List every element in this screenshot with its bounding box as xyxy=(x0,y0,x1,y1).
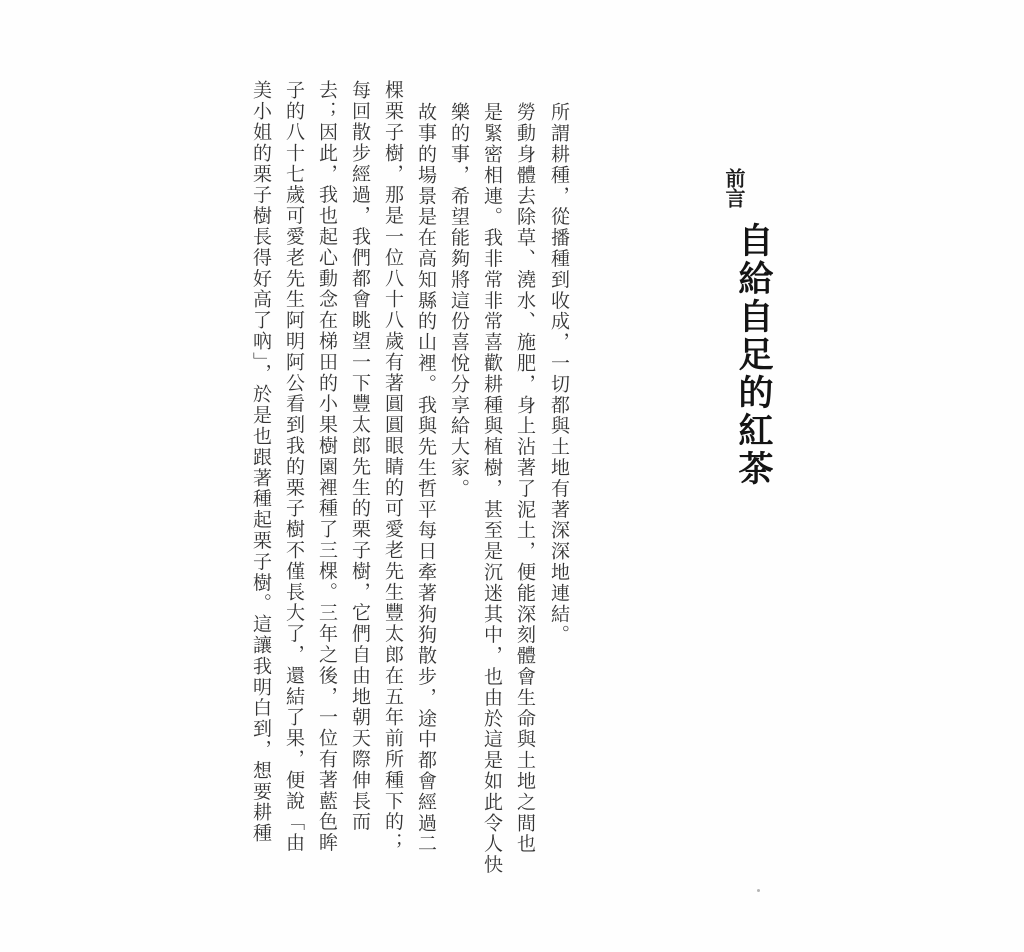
text-column: 所謂耕種，從播種到收成，一切都與土地有著深深地連結。 xyxy=(548,102,570,646)
text-column: 是緊密相連。我非常非常喜歡耕種與植樹，甚至是沉迷其中，也由於這是如此令人快 xyxy=(481,102,503,876)
text-column: 樂的事，希望能夠將這份喜悅分享給大家。 xyxy=(448,102,470,500)
text-column: 勞動身體去除草、澆水、施肥，身上沾著了泥土，便能深刻體會生命與土地之間也 xyxy=(514,102,536,855)
text-column: 故事的場景是在高知縣的山裡。我與先生哲平每日牽著狗狗散步，途中都會經過二 xyxy=(415,102,437,855)
preface-label: 前言 xyxy=(722,168,746,208)
chapter-title: 自給自足的紅茶 xyxy=(733,222,774,488)
text-column: 美小姐的栗子樹長得好高了吶」，於是也跟著種起栗子樹。這讓我明白到，想要耕種 xyxy=(250,80,272,844)
page-speck xyxy=(757,889,760,892)
text-column: 每回散步經過，我們都會眺望一下豐太郎先生的栗子樹，它們自由地朝天際伸長而 xyxy=(349,80,371,833)
text-column: 棵栗子樹，那是一位八十八歲有著圓圓眼睛的可愛老先生豐太郎在五年前所種下的； xyxy=(382,80,404,854)
text-column: 去；因此，我也起心動念在梯田的小果樹園裡種了三棵。三年之後，一位有著藍色眸 xyxy=(316,80,338,854)
text-column: 子的八十七歲可愛老先生阿明阿公看到我的栗子樹不僅長大了，還結了果，便說「由 xyxy=(283,80,305,854)
